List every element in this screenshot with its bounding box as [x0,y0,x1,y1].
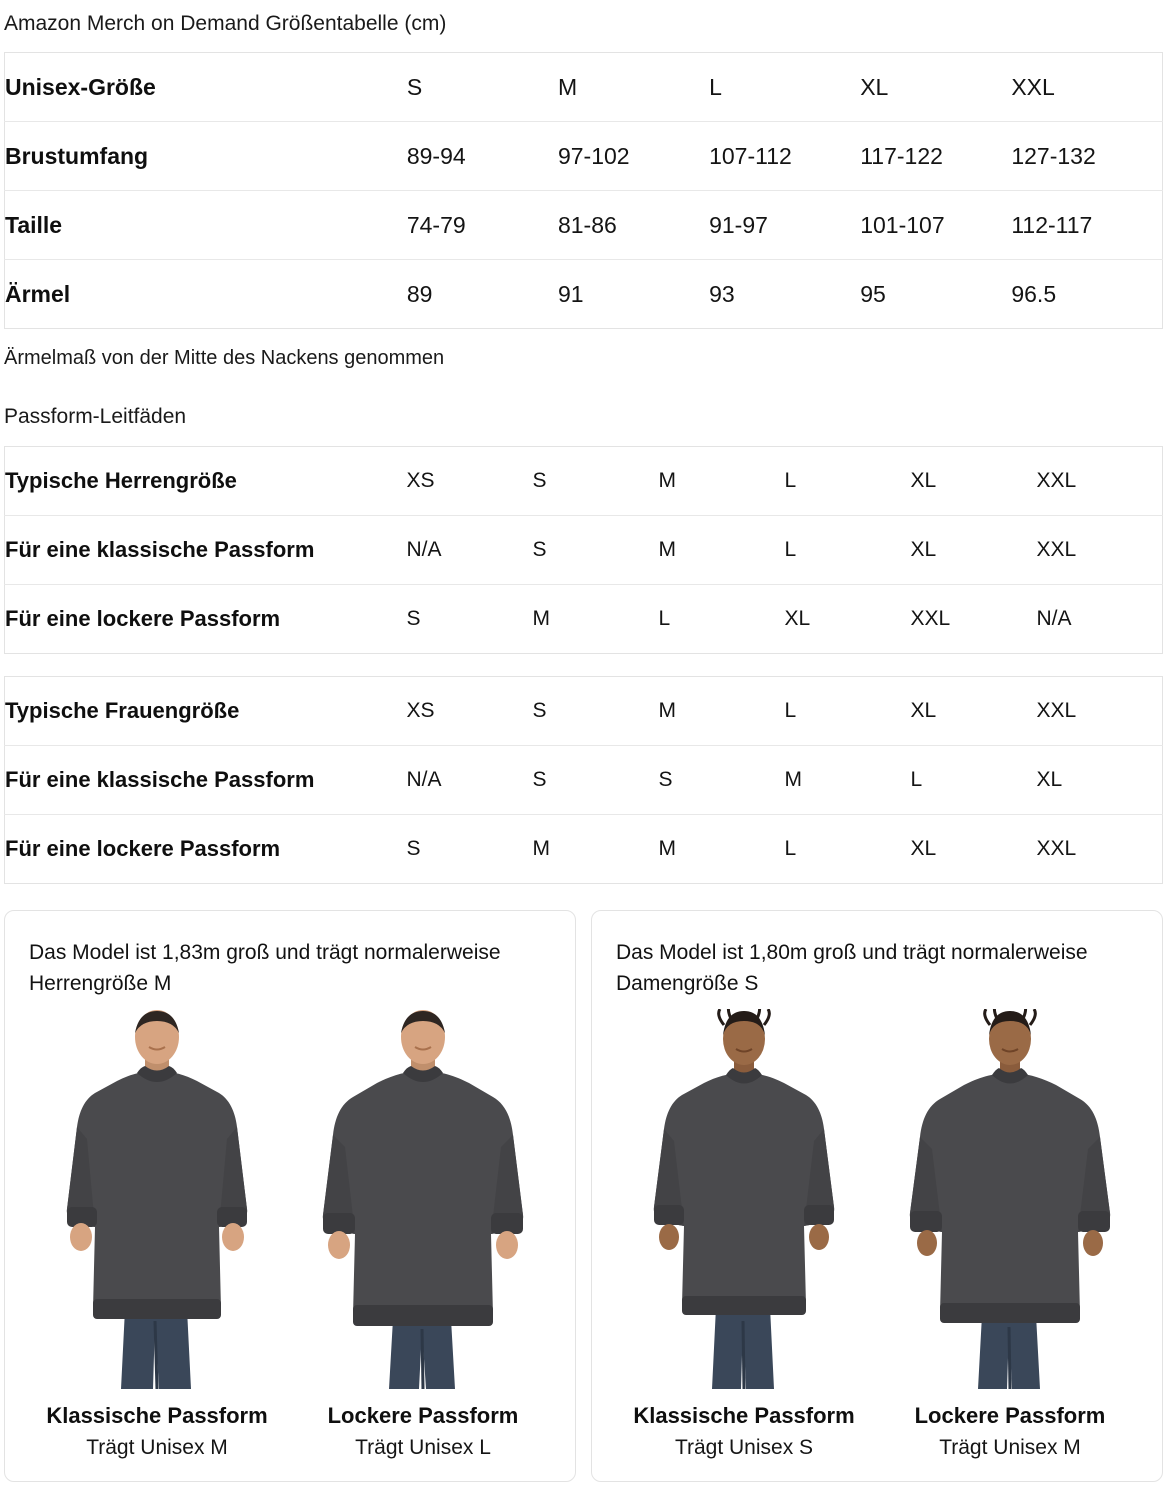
cell: 74-79 [407,191,558,260]
cell: XXL [1037,677,1163,746]
table-row [5,260,1163,329]
cell: XXL [910,607,951,630]
figure-womens-classic [616,1009,872,1461]
figure-subcaption: Trägt Unisex M [86,1436,228,1459]
cell: M [532,837,550,860]
cell: XXL [1037,447,1163,516]
fit-guides-label: Passform-Leitfäden [4,405,187,428]
cell: S [533,677,659,746]
figure-mens-relaxed [295,1009,551,1461]
cell: S [533,447,659,516]
row-label: Für eine lockere Passform [5,836,281,861]
cell: 91 [557,280,584,307]
mens-fit-guide-table [4,446,1163,654]
cell: M [659,677,785,746]
cell: 127-132 [1011,122,1162,191]
mens-classic-fit-photo [29,1009,285,1389]
cell: M [532,607,550,630]
cell: XL [860,53,1011,122]
womens-model-card [591,910,1163,1482]
cell: XL [911,447,1037,516]
model-cards [4,910,1163,1482]
cell: M [659,516,785,585]
cell: M [558,53,709,122]
size-chart-table [4,52,1163,329]
cell: 117-122 [860,122,1011,191]
table-row [5,677,1163,746]
cell: S [407,53,558,122]
cell: XXL [1037,516,1163,585]
cell: 89 [406,280,433,307]
cell: S [406,837,421,860]
cell: L [785,447,911,516]
row-label: Für eine klassische Passform [5,516,407,585]
cell: 101-107 [860,191,1011,260]
table-row [5,191,1163,260]
table-row [5,815,1163,884]
mens-model-card [4,910,576,1482]
cell: 93 [709,280,735,307]
cell: XS [407,447,533,516]
cell: 112-117 [1011,191,1162,260]
row-label: Ärmel [5,280,71,307]
womens-classic-fit-photo [616,1009,872,1389]
row-label: Typische Frauengröße [5,677,407,746]
cell: 107-112 [709,122,860,191]
cell: 96.5 [1011,280,1057,307]
cell: S [406,607,421,630]
figure-caption: Lockere Passform [914,1403,1106,1428]
figure-subcaption: Trägt Unisex L [355,1436,491,1459]
womens-relaxed-fit-photo [882,1009,1138,1389]
page-title: Amazon Merch on Demand Größentabelle (cm) [4,12,447,35]
cell: L [658,607,671,630]
card-title: Das Model ist 1,83m groß und trägt normalerweise Herrengröße M [29,941,501,995]
sleeve-measurement-note: Ärmelmaß von der Mitte des Nackens genommen [4,347,445,369]
card-title: Das Model ist 1,80m groß und trägt normalerweise Damengröße S [616,941,1088,995]
figure-mens-classic [29,1009,285,1461]
table-row [5,585,1163,654]
cell: L [785,516,911,585]
figure-caption: Lockere Passform [327,1403,519,1428]
cell: S [659,746,785,815]
cell: 95 [860,280,886,307]
cell: M [659,447,785,516]
table-row [5,746,1163,815]
cell: XL [910,837,937,860]
cell: L [709,53,860,122]
cell: XL [1037,746,1163,815]
figure-caption: Klassische Passform [633,1403,855,1428]
figure-row [29,1009,551,1461]
cell: 89-94 [407,122,558,191]
cell: XL [784,607,811,630]
cell: N/A [1036,607,1072,630]
cell: XS [407,677,533,746]
cell: L [911,746,1037,815]
figure-subcaption: Trägt Unisex S [674,1436,814,1459]
row-label: Unisex-Größe [5,53,407,122]
cell: XL [911,677,1037,746]
cell: L [785,677,911,746]
table-row [5,516,1163,585]
cell: 91-97 [709,191,860,260]
table-row [5,122,1163,191]
row-label: Taille [5,191,407,260]
table-row [5,447,1163,516]
row-label: Typische Herrengröße [5,447,407,516]
figure-subcaption: Trägt Unisex M [939,1436,1081,1459]
cell: S [533,516,659,585]
cell: XL [911,516,1037,585]
cell: XXL [1011,53,1162,122]
row-label: Für eine klassische Passform [5,746,407,815]
cell: 97-102 [558,122,709,191]
figure-row [616,1009,1138,1461]
cell: M [658,837,676,860]
row-label: Brustumfang [5,122,407,191]
row-label: Für eine lockere Passform [5,606,281,631]
cell: L [784,837,797,860]
table-row [5,53,1163,122]
womens-fit-guide-table [4,676,1163,884]
cell: N/A [407,516,533,585]
cell: M [785,746,911,815]
figure-womens-relaxed [882,1009,1138,1461]
cell: N/A [407,746,533,815]
cell: 81-86 [558,191,709,260]
mens-relaxed-fit-photo [295,1009,551,1389]
cell: XXL [1036,837,1077,860]
figure-caption: Klassische Passform [46,1403,268,1428]
cell: S [533,746,659,815]
